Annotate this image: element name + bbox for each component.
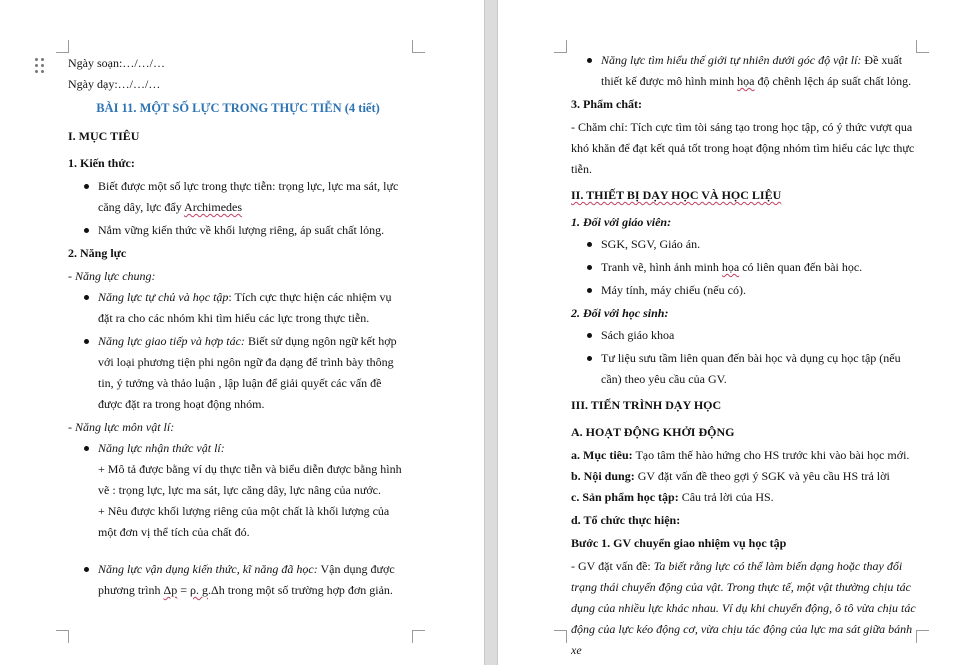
date-taught: Ngày dạy:…/…/… [68, 77, 161, 91]
general-ability-list [68, 287, 408, 415]
general-ability-heading: - Năng lực chung: [68, 269, 156, 283]
physics-ability-list [68, 438, 408, 601]
paragraph-drag-handle-icon[interactable] [35, 58, 45, 74]
student-list [571, 325, 916, 390]
list-item: Nắm vững kiến thức về khối lượng riêng, áp suất chất lỏng. [68, 220, 408, 241]
margin-mark-bottom-left [554, 630, 567, 643]
margin-mark-top-right [916, 40, 929, 53]
list-item: Biết được một số lực trong thực tiễn: trọng lực, lực ma sát, lực căng dây, lực đẩy Archimedes [68, 176, 408, 218]
list-item: Năng lực giao tiếp và hợp tác: Biết sử dụng ngôn ngữ kết hợp với loại phương tiện phi ngôn ngữ đa dạng để trình bày thông tin, ý tưởng và thảo luận , lập luận để giải quyết các vấn đề được đặt ra trong hoạt động nhóm. [68, 331, 408, 415]
goal-line: a. Mục tiêu: Tạo tâm thế hào hứng cho HS trước khi vào bài học mới. [571, 448, 910, 462]
organization-heading: d. Tổ chức thực hiện: [571, 513, 681, 527]
list-item: Năng lực nhận thức vật lí: + Mô tả được bằng ví dụ thực tiễn và biểu diễn được bằng hình vẽ : trọng lực, lực ma sát, lực căng dây, lực nâng của nước. + Nêu được khối lượng riêng của một chất là khối lượng của một đơn vị thể tích của chất đó. [68, 438, 408, 557]
product-line: c. Sản phẩm học tập: Câu trả lời của HS. [571, 490, 774, 504]
list-item: Năng lực vận dụng kiến thức, kĩ năng đã học: Vận dụng được phương trình Δp = ρ. g.Δh trong một số trường hợp đơn giản. [68, 559, 408, 601]
section-objectives: I. MỤC TIÊU [68, 129, 140, 143]
content-line: b. Nội dung: GV đặt vấn đề theo gợi ý SGK và yêu cầu HS trả lời [571, 469, 890, 483]
quality-text: - Chăm chỉ: Tích cực tìm tòi sáng tạo trong học tập, có ý thức vượt qua khó khăn để đạt kết quả tốt trong hoạt động nhóm tìm hiểu các lực thực tiễn. [571, 120, 915, 176]
section-equipment: II. THIẾT BỊ DẠY HỌC VÀ HỌC LIỆU [571, 188, 782, 202]
page-gap [484, 0, 498, 665]
list-item: Năng lực tự chủ và học tập: Tích cực thực hiện các nhiệm vụ đặt ra cho các nhóm khi tìm hiểu các lực trong thực tiễn. [68, 287, 408, 329]
activity-heading: A. HOẠT ĐỘNG KHỞI ĐỘNG [571, 425, 735, 439]
document-page-right[interactable] [498, 0, 971, 665]
margin-mark-bottom-right [412, 630, 425, 643]
knowledge-heading: 1. Kiến thức: [68, 156, 135, 170]
margin-mark-bottom-right [916, 630, 929, 643]
list-item: Tư liệu sưu tầm liên quan đến bài học và dụng cụ học tập (nếu cần) theo yêu cầu của GV. [571, 348, 916, 390]
formula-part: ρ. g [190, 583, 209, 597]
margin-mark-bottom-left [56, 630, 69, 643]
list-item: Máy tính, máy chiếu (nếu có). [571, 280, 916, 301]
margin-mark-top-right [412, 40, 425, 53]
step-1-heading: Bước 1. GV chuyển giao nhiệm vụ học tập [571, 536, 787, 550]
gv-paragraph: - GV đặt vấn đề: Ta biết rằng lực có thể làm biến dạng hoặc thay đổi trạng thái chuyển động của vật. Trong thực tế, một vật thường chịu tác dụng của nhiều lực khác nhau. Ví dụ khi chuyển động, ô tô vừa chịu tác động của lực kéo động cơ, vừa chịu tác động của lực ma sát giữa bánh xe [571, 559, 916, 657]
left-page-text[interactable] [68, 53, 408, 603]
margin-mark-top-left [554, 40, 567, 53]
teacher-heading: 1. Đối với giáo viên: [571, 215, 672, 229]
knowledge-list [68, 176, 408, 241]
right-page-text[interactable] [571, 50, 916, 661]
date-prepared: Ngày soạn:…/…/… [68, 56, 165, 70]
physics-ability-list-cont [571, 50, 916, 92]
quality-heading: 3. Phẩm chất: [571, 97, 642, 111]
ability-heading: 2. Năng lực [68, 246, 127, 260]
section-process: III. TIẾN TRÌNH DẠY HỌC [571, 398, 722, 412]
spellcheck-word: Archimedes [184, 200, 243, 214]
student-heading: 2. Đối với học sinh: [571, 306, 669, 320]
document-page-left[interactable] [0, 0, 484, 665]
spellcheck-word: họa [737, 74, 755, 88]
lesson-title: BÀI 11. MỘT SỐ LỰC TRONG THỰC TIỄN (4 tiết) [96, 101, 380, 115]
spellcheck-word: họa [721, 260, 740, 274]
margin-mark-top-left [56, 40, 69, 53]
physics-ability-heading: - Năng lực môn vật lí: [68, 420, 175, 434]
teacher-list [571, 234, 916, 301]
list-item: Sách giáo khoa [571, 325, 916, 346]
list-item: Năng lực tìm hiểu thế giới tự nhiên dưới góc độ vật lí: Đề xuất thiết kế được mô hình minh họa độ chênh lệch áp suất chất lỏng. [571, 50, 916, 92]
list-item: SGK, SGV, Giáo án. [571, 234, 916, 255]
list-item: Tranh vẽ, hình ảnh minh họa có liên quan đến bài học. [571, 257, 916, 278]
formula-part: Δp [163, 583, 178, 597]
